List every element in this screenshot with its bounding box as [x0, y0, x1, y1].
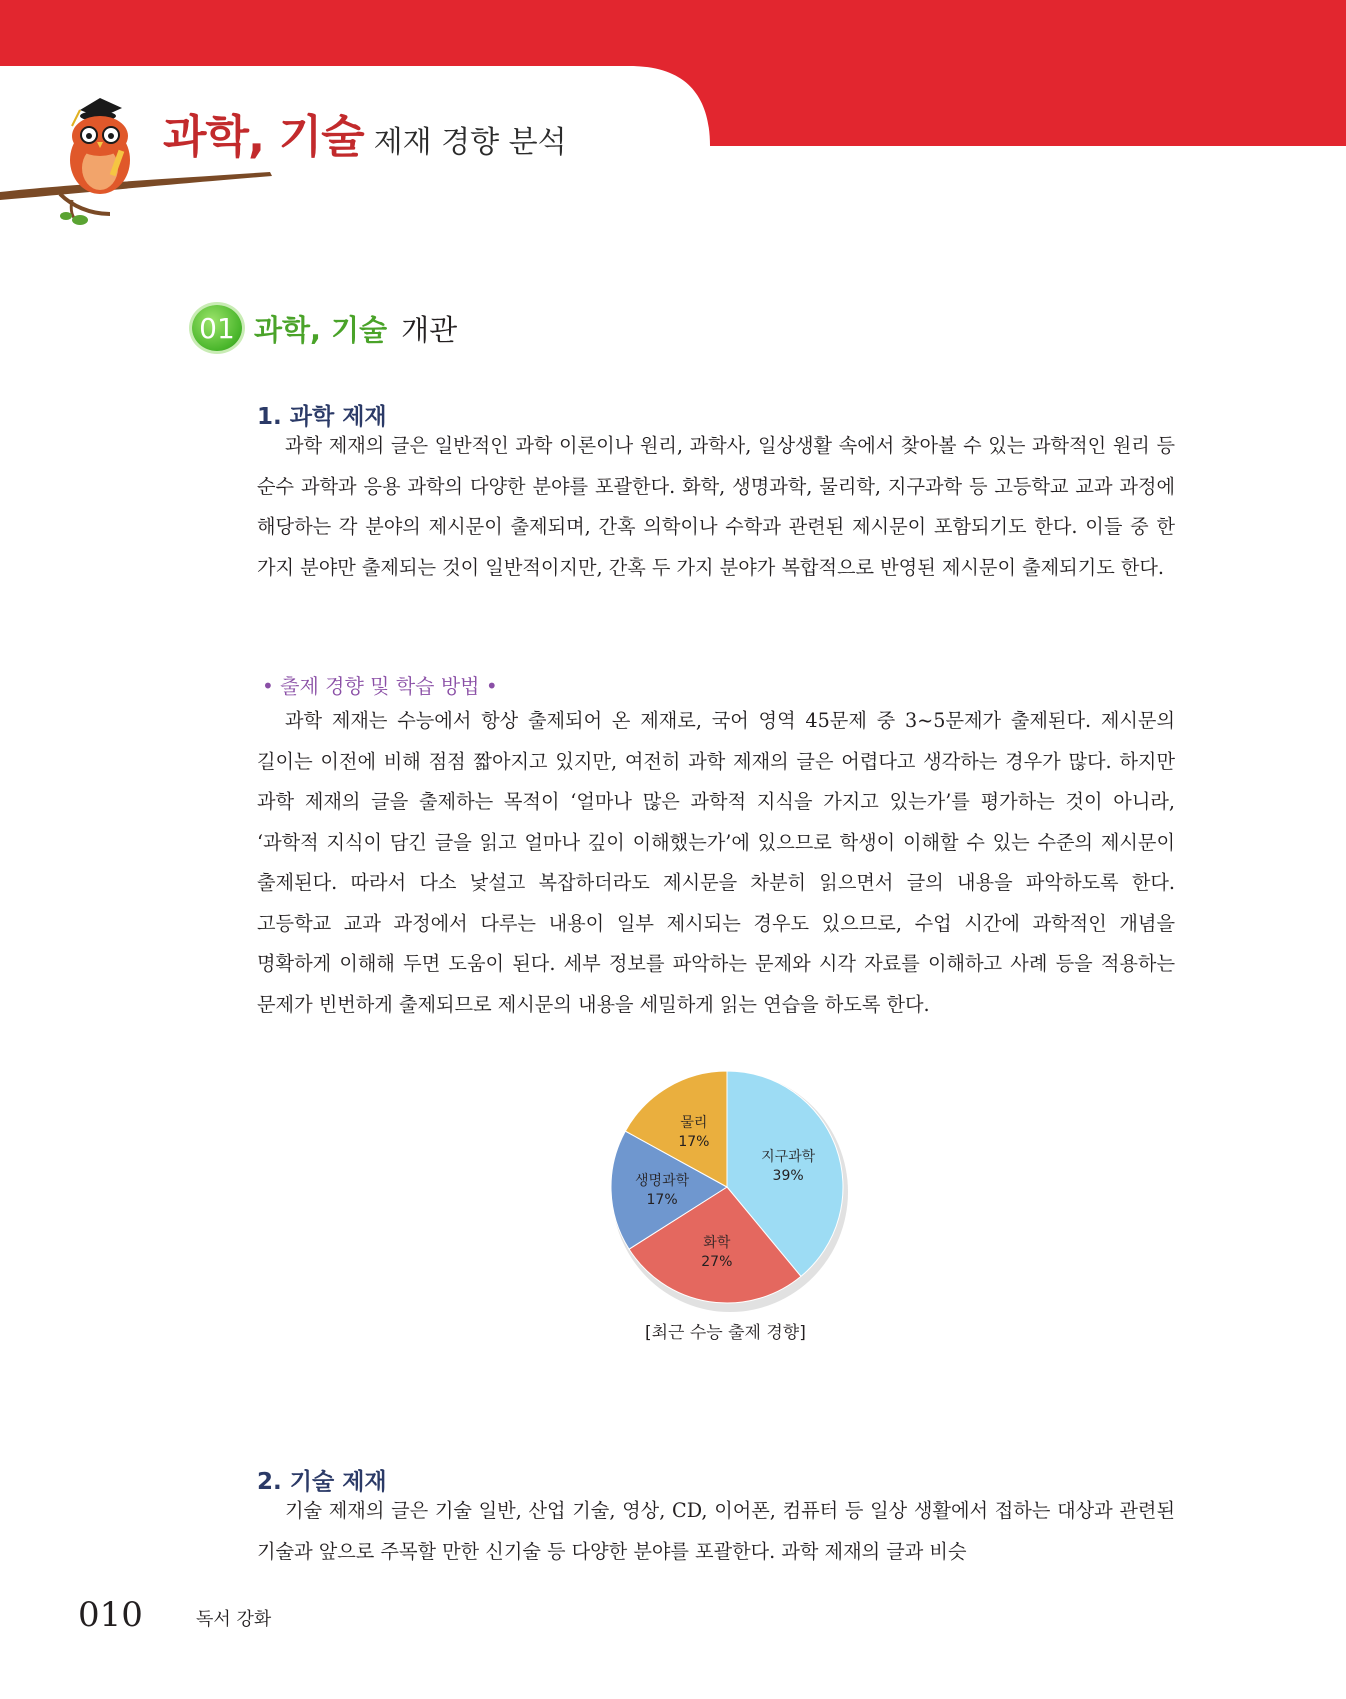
chart-caption: [최근 수능 출제 경향]	[645, 1323, 806, 1343]
trend-heading: • 출제 경향 및 학습 방법 •	[262, 674, 498, 698]
trend-paragraph: 과학 제재는 수능에서 항상 출제되어 온 제재로, 국어 영역 45문제 중 3~5문제가 출제된다. 제시문의 길이는 이전에 비해 점점 짧아지고 있지만, 여전히 과학 제재의 글은 어렵다고 생각하는 경우가 많다. 하지만 과학 제재의 글을 출제하는 목적이 ‘얼마나 많은 과학적 지식을 가지고 있는가’를 평가하는 것이 아니라, ‘과학적 지식이 담긴 글을 읽고 얼마나 깊이 이해했는가’에 있으므로 학생이 이해할 수 있는 수준의 제시문이 출제된다. 따라서 다소 낯설고 복잡하더라도 제시문을 차분히 읽으면서 글의 내용을 파악하도록 한다. 고등학교 교과 과정에서 다루는 내용이 일부 제시되는 경우도 있으므로, 수업 시간에 과학적인 개념을 명확하게 이해해 두면 도움이 된다. 세부 정보를 파악하는 문제와 시각 자료를 이해하고 사례 등을 적용하는 문제가 빈번하게 출제되므로 제시문의 내용을 세밀하게 읽는 연습을 하도록 한다.	[257, 709, 1175, 1016]
science-heading: 1. 과학 제재	[257, 404, 387, 430]
pie-value-3: 17%	[678, 1134, 710, 1151]
technology-paragraph: 기술 제재의 글은 기술 일반, 산업 기술, 영상, CD, 이어폰, 컴퓨터 등 일상 생활에서 접하는 대상과 관련된 기술과 앞으로 주목할 만한 신기술 등 다양한 분야를 포괄한다. 과학 제재의 글과 비슷	[257, 1499, 1175, 1563]
page-number: 010	[78, 1595, 143, 1635]
pie-label-0: 지구과학	[761, 1148, 816, 1165]
pie-label-3: 물리	[680, 1115, 708, 1132]
exam-trend-pie-chart	[600, 1060, 860, 1320]
page-title-main: 과학, 기술	[163, 110, 364, 163]
pie-label-2: 생명과학	[635, 1173, 690, 1190]
page-title-sub: 제재 경향 분석	[373, 125, 567, 160]
science-paragraph: 과학 제재의 글은 일반적인 과학 이론이나 원리, 과학사, 일상생활 속에서 찾아볼 수 있는 과학적인 원리 등 순수 과학과 응용 과학의 다양한 분야를 포괄한다. 화학, 생명과학, 물리학, 지구과학 등 고등학교 교과 과정에 해당하는 각 분야의 제시문이 출제되며, 간혹 의학이나 수학과 관련된 제시문이 포함되기도 한다. 이들 중 한 가지 분야만 출제되는 것이 일반적이지만, 간혹 두 가지 분야가 복합적으로 반영된 제시문이 출제되기도 한다.	[257, 434, 1175, 579]
pie-value-1: 27%	[701, 1254, 733, 1271]
pie-value-2: 17%	[646, 1192, 678, 1209]
pie-value-0: 39%	[772, 1167, 804, 1184]
pie-label-1: 화학	[703, 1235, 731, 1252]
book-title: 독서 강화	[196, 1609, 272, 1630]
section-number-badge: 01	[192, 305, 242, 351]
page-title	[163, 100, 567, 165]
section-title-highlight: 과학, 기술	[254, 312, 388, 347]
section-heading	[192, 305, 457, 351]
technology-heading: 2. 기술 제재	[257, 1469, 387, 1495]
section-title-plain: 개관	[401, 312, 458, 347]
